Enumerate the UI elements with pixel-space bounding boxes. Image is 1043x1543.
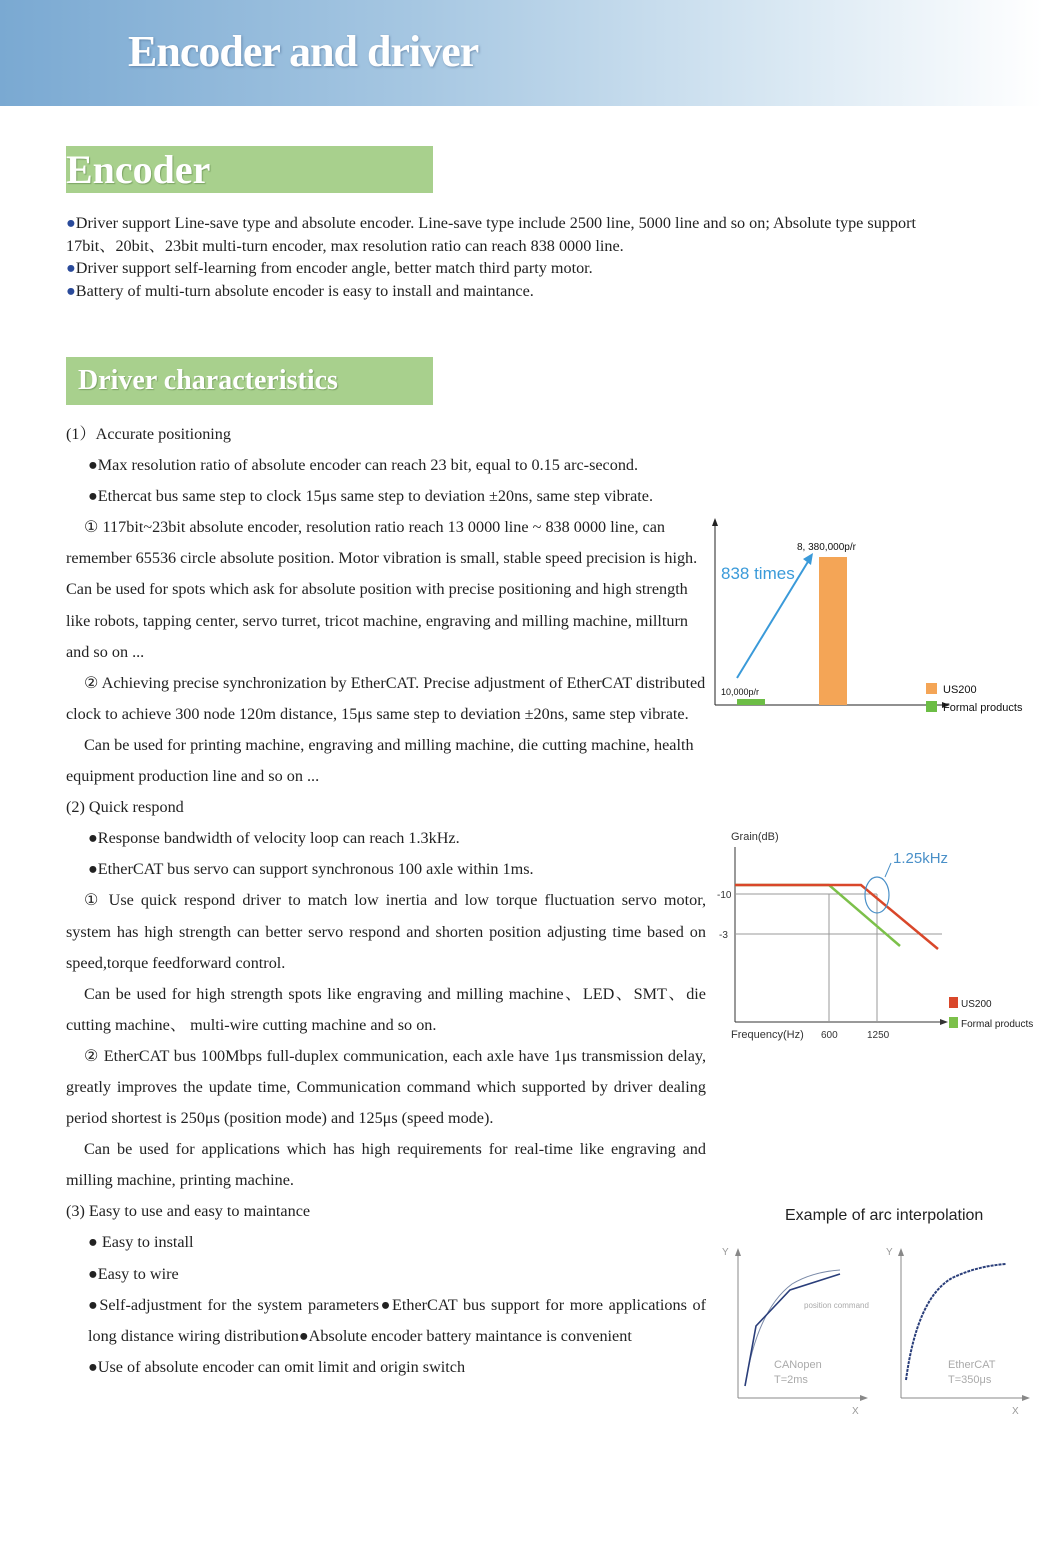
para-2: ●Max resolution ratio of absolute encoder can reach 23 bit, equal to 0.15 arc-second. [88, 456, 639, 475]
para-14: (3) Easy to use and easy to maintance [66, 1202, 311, 1221]
right-y-arrow [898, 1248, 904, 1256]
arc-interpolation-chart [712, 1198, 1042, 1423]
para-15: ● Easy to install [88, 1233, 194, 1252]
para-3: ●Ethercat bus same step to clock 15μs same step to deviation ±20ns, same step vibrate. [88, 487, 653, 506]
right-panel-label: EtherCAT [948, 1359, 996, 1371]
para-5: ② Achieving precise synchronization by EtherCAT. Precise adjustment of EtherCAT distributed clock to achieve 300 node 120m distance, 15μs same step to deviation ±20ns, same step vibrate. [66, 673, 706, 723]
para-7: (2) Quick respond [66, 798, 184, 817]
para-10: ① Use quick respond driver to match low inertia and low torque fluctuation servo motor, system has high strength can better servo respond and shorten position adjusting time based on speed,torque feedforward control. [66, 891, 706, 972]
y-tick-10: -10 [717, 890, 732, 901]
para-12: ② EtherCAT bus 100Mbps full-duplex communication, each axle have 1μs transmission delay, greatly improves the update time, Communication command which supported by driver dealing period shortest is 250μs (position mode) and 125μs (speed mode). [66, 1046, 706, 1128]
legend-formal: Formal products [943, 702, 1023, 714]
annotation-838: 838 times [721, 564, 795, 583]
resolution-chart [705, 515, 1040, 720]
legend-us200: US200 [961, 999, 992, 1010]
legend-swatch-us200 [949, 997, 958, 1008]
encoder-line-1: ●Driver support Line-save type and absolute encoder. Line-save type include 2500 line, 5000 line and so on; Absolute type support 17bit、20bit、23bit multi-turn encoder, max resolution ratio can reach 838 0000 line. [66, 214, 916, 255]
left-x-label: X [852, 1406, 859, 1417]
driver-heading: Driver characteristics [66, 357, 433, 405]
annotation-pointer [885, 863, 891, 877]
y-axis-label: Grain(dB) [731, 831, 779, 843]
para-8: ●Response bandwidth of velocity loop can reach 1.3kHz. [88, 829, 460, 848]
para-16: ●Easy to wire [88, 1264, 179, 1283]
legend-us200: US200 [943, 684, 977, 696]
x-tick-1250: 1250 [867, 1030, 890, 1041]
driver-body [66, 419, 706, 1383]
right-panel-period: T=350μs [948, 1374, 992, 1386]
right-x-arrow [1022, 1395, 1030, 1401]
para-11: Can be used for high strength spots like engraving and milling machine、LED、SMT、die cutting machine、 multi-wire cutting machine and so on. [66, 984, 706, 1034]
para-9: ●EtherCAT bus servo can support synchronous 100 axle within 1ms. [88, 860, 534, 879]
para-6: Can be used for printing machine, engraving and milling machine, die cutting machine, health equipment production line and so on ... [66, 735, 694, 786]
para-13: Can be used for applications which has high requirements for real-time like engraving and milling machine, printing machine. [66, 1140, 706, 1190]
right-x-label: X [1012, 1406, 1019, 1417]
bandwidth-chart [705, 825, 1043, 1050]
y-axis-arrow [712, 518, 718, 526]
para-17: ●Self-adjustment for the system parameters●EtherCAT bus support for more applications of long distance wiring distribution●Absolute encoder battery maintance is convenient [88, 1295, 706, 1345]
para-1: (1）Accurate positioning [66, 425, 231, 443]
position-command-label: position command [804, 1301, 869, 1310]
right-y-label: Y [886, 1247, 893, 1258]
legend-swatch-us200 [926, 683, 937, 694]
page-title: Encoder and driver [128, 27, 479, 76]
legend-swatch-formal [926, 701, 937, 712]
annotation-1-25khz: 1.25kHz [893, 850, 949, 867]
left-x-arrow [860, 1395, 868, 1401]
x-axis-label: Frequency(Hz) [731, 1029, 804, 1041]
left-y-arrow [735, 1248, 741, 1256]
y-tick-3: -3 [719, 930, 728, 941]
encoder-line-2: ●Driver support self-learning from encoder angle, better match third party motor. [66, 259, 593, 277]
x-tick-600: 600 [821, 1030, 838, 1041]
series-us200-line [735, 885, 938, 949]
encoder-text [66, 212, 946, 302]
label-formal-value: 10,000p/r [721, 687, 760, 697]
legend-formal: Formal products [961, 1019, 1034, 1030]
encoder-heading: Encoder [66, 146, 433, 193]
bar-us200 [819, 557, 847, 705]
para-18: ●Use of absolute encoder can omit limit and origin switch [88, 1357, 466, 1376]
left-panel-label: CANopen [774, 1359, 822, 1371]
para-4: ① 117bit~23bit absolute encoder, resolution ratio reach 13 0000 line ~ 838 0000 line, can remember 65536 circle absolute position. Motor vibration is small, stable speed precision is high. Can be used for spots which ask for absolute position with precise positioning and high strength like robots, tapping center, servo turret, tricot machine, engraving and milling machine, millturn and so on ... [66, 518, 698, 661]
left-panel-period: T=2ms [774, 1374, 808, 1386]
encoder-line-3: ●Battery of multi-turn absolute encoder is easy to install and maintance. [66, 281, 534, 300]
label-us200-value: 8, 380,000p/r [797, 542, 856, 553]
bar-formal-products [737, 699, 765, 705]
left-y-label: Y [722, 1247, 729, 1258]
legend-swatch-formal [949, 1017, 958, 1028]
header-banner [0, 0, 1043, 106]
arc-chart-title: Example of arc interpolation [785, 1207, 984, 1224]
x-axis-arrow [940, 1019, 948, 1025]
